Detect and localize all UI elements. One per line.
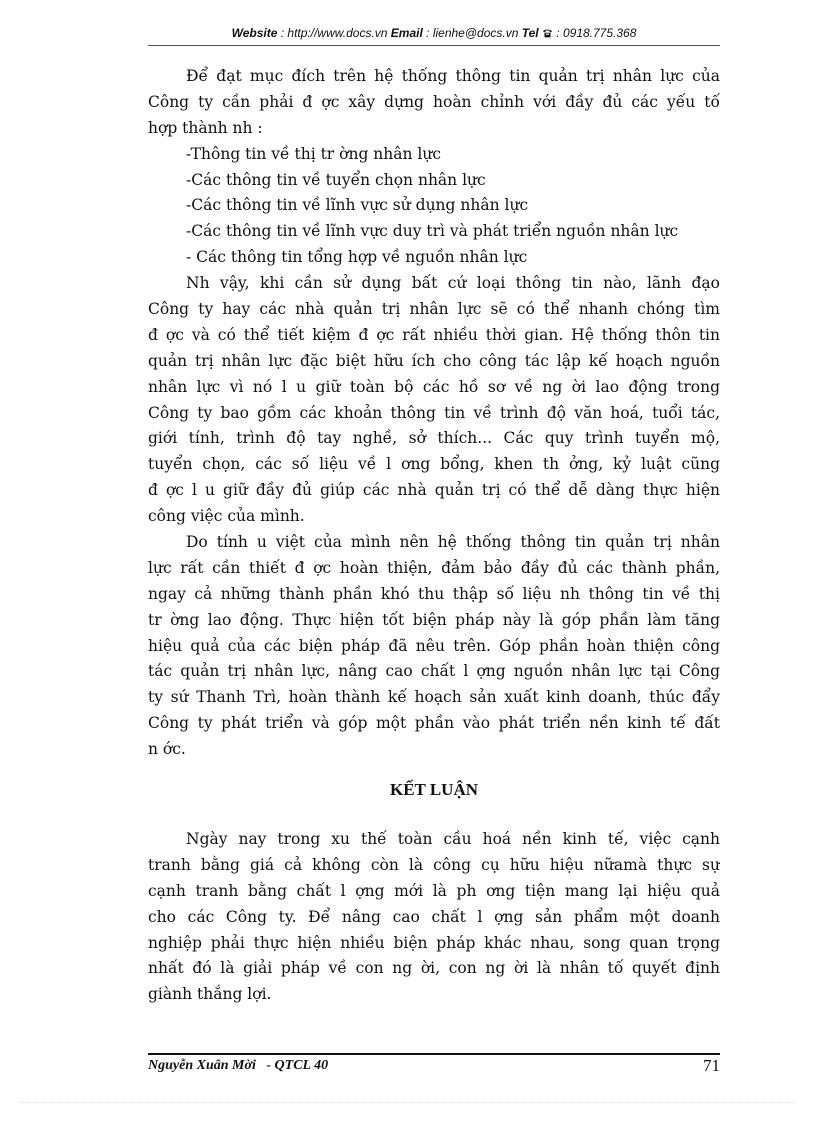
text-line: hợp thành nh : [148,118,263,137]
phone-icon [542,27,553,41]
email-value[interactable]: : lienhe@docs.vn [422,26,522,40]
section-heading: KẾT LUẬN [389,780,478,799]
text-line: Ngày nay trong xu thế toàn cầu hoá nền kinh tế, việc cạnh [186,830,720,848]
website-value[interactable]: : http://www.docs.vn [277,26,391,40]
text-line: ngay cả những thành phần khó thu thập số liệu nh thông tin về thị [148,584,720,603]
email-label: Email [390,26,423,40]
text-line: tuyển chọn, các số liệu về l ơng bổng, khen th ởng, kỷ luật cũng [148,455,720,474]
text-line: tranh bằng giá cả không còn là công cụ hữu hiệu nữamà thực sự [148,855,720,874]
text-line: công việc của mình. [148,507,305,526]
text-line: cho các Công ty. Để nâng cao chất l ợng sản phẩm một doanh [148,907,720,926]
text-line: lực rất cần thiết đ ợc hoàn thiện, đảm bảo đầy đủ các thành phần, [148,558,720,577]
text-line: cạnh tranh bằng chất l ợng mới là ph ơng tiện mang lại hiệu quả [148,881,720,900]
footer-author: Nguyễn Xuân Mời - QTCL 40 [148,1058,329,1073]
header-divider [148,45,720,46]
text-line: giành thắng lợi. [148,985,272,1004]
text-line: tr ờng lao động. Thực hiện tốt biện pháp này là góp phần làm tăng [148,610,720,629]
list-item: -Các thông tin về tuyển chọn nhân lực [186,170,486,189]
text-line: quản trị nhân lực đặc biệt hữu ích cho công tác lập kế hoạch nguồn [148,351,720,370]
text-line: Do tính u việt của mình nên hệ thống thông tin quản trị nhân [186,533,720,552]
list-item: -Các thông tin về lĩnh vực sử dụng nhân lực [186,196,529,215]
text-line: Công ty hay các nhà quản trị nhân lực sẽ có thể nhanh chóng tìm [148,300,720,319]
text-line: nhân lực vì nó l u giữ toàn bộ các hồ sơ về ng ời lao động trong [148,377,720,396]
text-line: Công ty phát triển và góp một phần vào phát triển nền kinh tế đất [148,714,720,733]
text-line: Để đạt mục đích trên hệ thống thông tin quản trị nhân lực của [186,67,720,85]
text-line: Công ty cần phải đ ợc xây dựng hoàn chỉnh với đầy đủ các yếu tố [148,92,720,111]
text-line: n ớc. [148,740,186,759]
page-number: 71 [703,1056,720,1075]
text-line: ty sứ Thanh Trì, hoàn thành kế hoạch sản xuất kinh doanh, thúc đẩy [148,688,720,707]
footer-divider [148,1053,720,1055]
text-line: nghiệp phải thực hiện nhiều biện pháp khác nhau, song quan trọng [148,933,720,952]
text-line: đ ợc l u giữ đầy đủ giúp các nhà quản trị có thể dễ dàng thực hiện [148,481,720,500]
text-line: Nh vậy, khi cần sử dụng bất cứ loại thông tin nào, lãnh đạo [186,274,720,293]
text-line: nhất đó là giải pháp về con ng ời, con ng ời là nhân tố quyết định [148,959,720,978]
tel-value: : 0918.775.368 [552,26,637,40]
text-line: tác quản trị nhân lực, nâng cao chất l ợng nguồn nhân lực tại Công [148,662,720,681]
page-header [148,26,720,41]
text-line: Công ty bao gồm các khoản thông tin về trình độ văn hoá, tuổi tác, [148,403,720,422]
list-item: -Thông tin về thị tr ờng nhân lực [186,144,442,163]
page-bottom-edge [20,1102,796,1103]
list-item: - Các thông tin tổng hợp về nguồn nhân lực [186,248,528,267]
text-line: đ ợc và có thể tiết kiệm đ ợc rất nhiều thời gian. Hệ thống thôn tin [148,325,720,344]
text-line: giới tính, trình độ tay nghề, sở thích... Các quy trình tuyển mộ, [148,429,720,448]
website-label: Website [231,26,278,40]
conclusion-text [148,827,720,1008]
body-text [148,64,720,763]
tel-label: Tel [521,26,539,40]
text-line: hiệu quả của các biện pháp đã nêu trên. Góp phần hoàn thiện công [148,636,720,655]
list-item: -Các thông tin về lĩnh vực duy trì và phát triển nguồn nhân lực [186,222,679,241]
